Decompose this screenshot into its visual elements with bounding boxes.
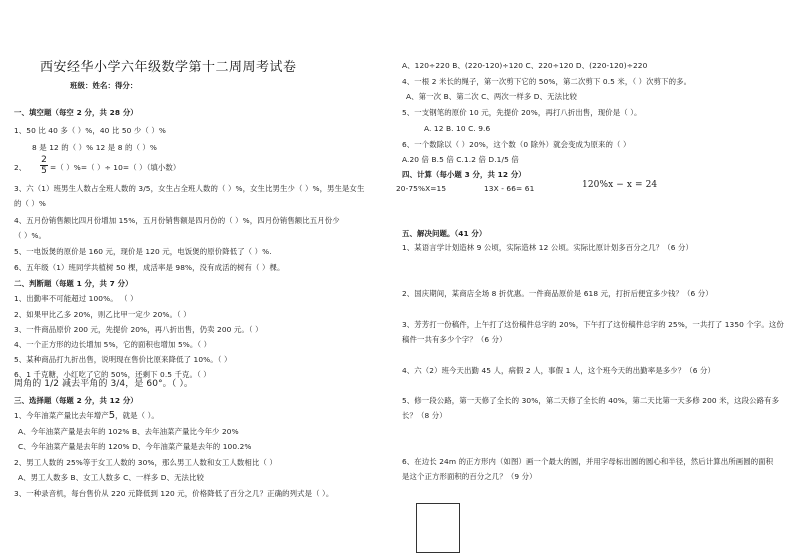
s2-q6: 6、1 千克糖，小红吃了它的 50%，还剩下 0.5 千克。（ ） xyxy=(14,370,211,379)
s2-q3: 3、一件商品原价 200 元，先提价 20%，再八折出售，仍卖 200 元。（ ） xyxy=(14,325,263,334)
s3-q1-option-ab: A、今年油菜产量是去年的 102% B、去年油菜产量比今年少 20% xyxy=(18,427,239,436)
s1-q2-label: 2、 xyxy=(14,163,27,172)
exam-title: 西安经华小学六年级数学第十二周周考试卷 xyxy=(40,60,297,75)
equation-2: 13X - 66= 61 xyxy=(484,184,535,193)
equation-3: 120%x − x = 24 xyxy=(582,180,658,190)
s1-q3b: 的（ ）% xyxy=(14,199,47,208)
s5-q1: 1、某语言学计划造林 9 公顷，实际造林 12 公顷。实际比原计划多百分之几？（6 分） xyxy=(402,243,693,252)
section2-heading: 二、判断题（每题 1 分，共 7 分） xyxy=(14,279,133,288)
s5-q3a: 3、芳芳打一份稿件，上午打了这份稿件总字的 20%，下午打了这份稿件总字的 25%，一共打了 1350 个字。这份 xyxy=(402,320,784,329)
s5-q6a: 6、在边长 24m 的正方形内（如图）画一个最大的圆，并用字母标出圆的圆心和半径，然后计算出所画圆的面积 xyxy=(402,457,774,466)
s5-q5a: 5、修一段公路，第一天修了全长的 30%，第二天修了全长的 40%，第二天比第一天多修 200 米，这段公路有多 xyxy=(402,396,780,405)
s3-q5-options: A. 12 B. 10 C. 9.6 xyxy=(424,124,491,133)
s3-q1 xyxy=(14,411,159,420)
section5-heading: 五、解决问题。（41 分） xyxy=(402,229,487,238)
s3-q1-text: 1、今年油菜产量比去年增产 xyxy=(14,411,109,420)
s3-q3: 3、一种录音机，每台售价从 220 元降低到 120 元，价格降低了百分之几？正确的列式是（ ）。 xyxy=(14,489,334,498)
s3-q2: 2、男工人数的 25%等于女工人数的 30%，那么男工人数和女工人数相比（ ） xyxy=(14,458,277,467)
s3-q1-rest: ，就是（ ）。 xyxy=(115,411,159,420)
s2-q7: 周角的 1/2 减去平角的 3/4，是 60°。（ ）。 xyxy=(14,379,194,389)
s3-q1-option-cd: C、今年油菜产量是去年的 120% D、今年油菜产量是去年的 100.2% xyxy=(18,442,252,451)
s3-q5: 5、一支钢笔的原价 10 元，先提价 20%，再打八折出售，现价是（ ）。 xyxy=(402,108,642,117)
s3-q1-fraction: 5 xyxy=(108,410,116,421)
s1-q1: 1、50 比 40 多（ ）%，40 比 50 少（ ）% xyxy=(14,126,166,135)
s3-q6: 6、一个数除以（ ）20%，这个数（0 除外）就会变成为原来的（ ） xyxy=(402,140,631,149)
header-fields: 班级：姓名：得分： xyxy=(70,81,138,90)
s5-q6b: 是这个正方形面积的百分之几？（9 分） xyxy=(402,472,537,481)
s5-q4: 4、六（2）班今天出勤 45 人，病假 2 人，事假 1 人，这个班今天的出勤率是多少？（6 分） xyxy=(402,366,715,375)
section1-heading: 一、填空题（每空 2 分，共 28 分） xyxy=(14,108,138,117)
s3-q4: 4、一根 2 米长的绳子，第一次剪下它的 50%，第二次剪下 0.5 米，（ ）次剪下的多。 xyxy=(402,77,692,86)
s1-q4a: 4、五月份销售额比四月份增加 15%，五月份销售额是四月份的（ ）%，四月份销售额比五月份少 xyxy=(14,216,340,225)
s2-q1: 1、出勤率不可能超过 100%。 （ ） xyxy=(14,294,138,303)
s2-q5: 5、某种商品打九折出售，说明现在售价比原来降低了 10%。（ ） xyxy=(14,355,232,364)
section4-heading: 四、计算（每小题 3 分，共 12 分） xyxy=(402,170,526,179)
s2-q4: 4、一个正方形的边长增加 5%，它的面积也增加 5%。（ ） xyxy=(14,340,212,349)
s1-q3a: 3、六（1）班男生人数占全班人数的 3/5，女生占全班人数的（ ）%，女生比男生少（ ）%，男生是女生 xyxy=(14,184,365,193)
s3-q2-options: A、男工人数多 B、女工人数多 C、一样多 D、无法比较 xyxy=(18,473,205,482)
square-figure xyxy=(416,503,460,553)
fraction-denominator: 5 xyxy=(41,166,47,176)
s5-q5b: 长？（8 分） xyxy=(402,411,447,420)
s1-q2: =（ ）%=（ ）÷ 10=（ ）（填小数） xyxy=(50,163,181,172)
s3-q6-options: A.20 倍 B.5 倍 C.1.2 倍 D.1/5 倍 xyxy=(402,155,519,164)
equation-1: 20-75%X=15 xyxy=(396,184,447,193)
fraction-numerator: 2 xyxy=(41,155,47,165)
s5-q2: 2、国庆期间，某商店全场 8 折优惠。一件商品原价是 618 元，打折后便宜多少钱？（6 分） xyxy=(402,289,713,298)
s1-q5: 5、一电饭煲的原价是 160 元，现价是 120 元，电饭煲的原价降低了（ ）%. xyxy=(14,247,272,256)
s1-q1b: 8 是 12 的（ ）% 12 是 8 的（ ）% xyxy=(32,143,158,152)
s3-q4-options: A、第一次 B、第二次 C、两次一样多 D、无法比较 xyxy=(406,92,578,101)
s5-q3b: 稿件一共有多少个字？（6 分） xyxy=(402,335,507,344)
s3-q3-options: A、120÷220 B、(220-120)÷120 C、220÷120 D、(220-120)÷220 xyxy=(402,61,648,70)
s1-q6: 6、五年级（1）班同学共植树 50 棵，成活率是 98%，没有成活的树有（ ）棵。 xyxy=(14,263,285,272)
s1-q2-fraction xyxy=(40,156,48,175)
section3-heading: 三、选择题（每题 2 分，共 12 分） xyxy=(14,396,138,405)
s1-q4b: （ ）%。 xyxy=(14,231,47,240)
s2-q2: 2、如果甲比乙多 20%，则乙比甲一定少 20%。（ ） xyxy=(14,310,191,319)
